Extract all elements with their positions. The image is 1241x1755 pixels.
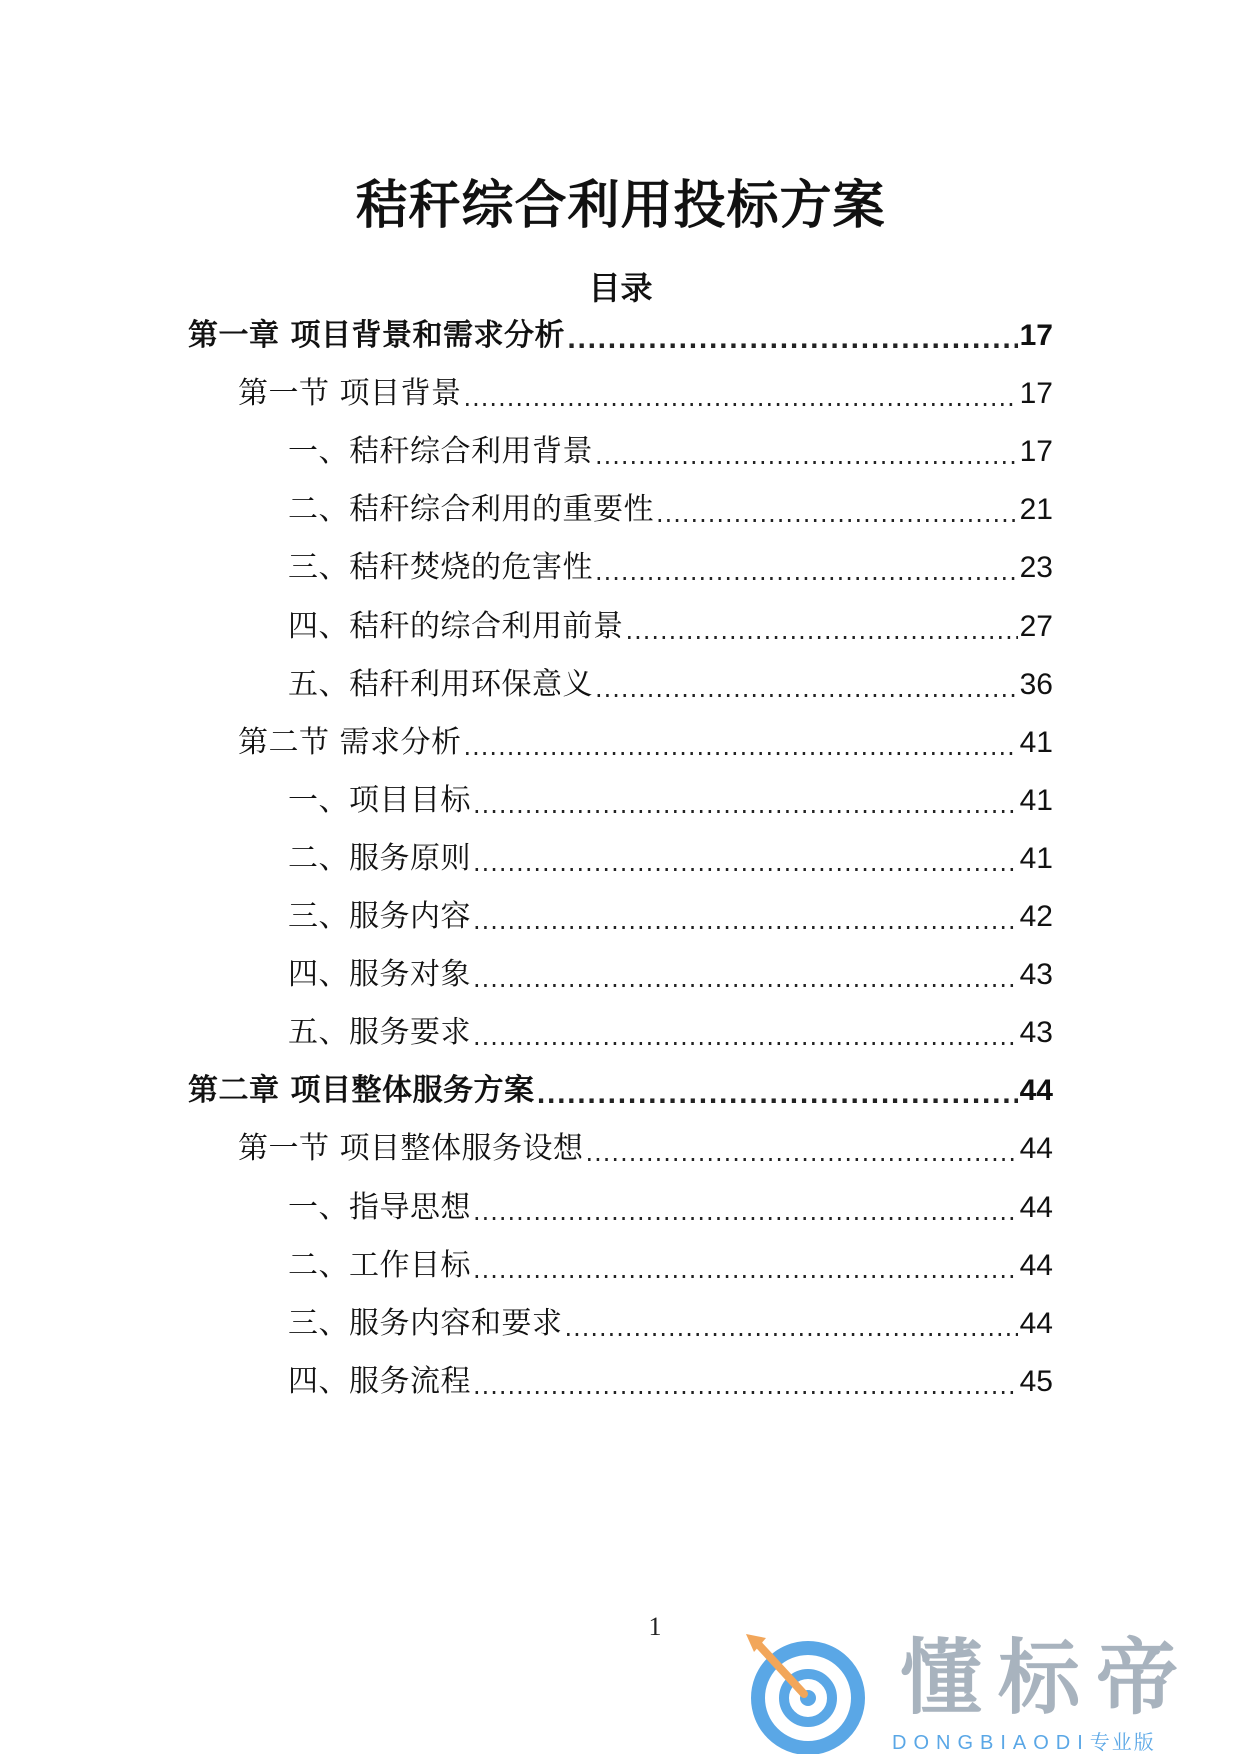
toc-entry-label: 四、服务对象 <box>288 957 471 993</box>
watermark-subtitle <box>892 1730 1156 1755</box>
toc-dot-leader <box>595 432 1018 472</box>
watermark <box>740 1630 1240 1754</box>
toc-entry-label: 五、服务要求 <box>288 1015 471 1051</box>
toc-heading: 目录 <box>588 269 653 307</box>
toc-dot-leader <box>464 723 1018 763</box>
watermark-brand-text: 懂标帝 <box>900 1631 1195 1726</box>
toc-entry-label: 二、工作目标 <box>288 1247 471 1283</box>
toc-entry-page: 44 <box>1019 1248 1053 1282</box>
toc-entry-page: 44 <box>1019 1306 1053 1340</box>
toc-entry-label: 第一节 项目整体服务设想 <box>238 1131 584 1167</box>
toc-item-entry[interactable] <box>288 1238 1053 1286</box>
toc-dot-leader <box>473 955 1018 995</box>
toc-item-entry[interactable] <box>288 482 1053 530</box>
toc-section-entry[interactable] <box>238 366 1053 414</box>
toc-entry-label: 一、项目目标 <box>288 782 471 818</box>
toc-item-entry[interactable] <box>288 1005 1053 1053</box>
toc-entry-label: 第二节 需求分析 <box>238 724 462 760</box>
toc-dot-leader <box>464 374 1018 414</box>
toc-dot-leader <box>656 490 1018 530</box>
toc-entry-page: 41 <box>1019 841 1053 875</box>
toc-entry-page: 43 <box>1019 1016 1053 1050</box>
toc-entry-label: 二、秸秆综合利用的重要性 <box>288 492 654 528</box>
target-logo-icon <box>740 1630 870 1754</box>
toc-entry-page: 17 <box>1019 319 1053 352</box>
toc-item-entry[interactable] <box>288 540 1053 588</box>
toc-entry-label: 第二章 项目整体服务方案 <box>188 1073 535 1109</box>
toc-item-entry[interactable] <box>288 1180 1053 1228</box>
toc-entry-label: 四、秸秆的综合利用前景 <box>288 608 624 644</box>
toc-item-entry[interactable] <box>288 657 1053 705</box>
toc-dot-leader <box>473 1188 1018 1228</box>
toc-dot-leader <box>473 1362 1018 1402</box>
toc-dot-leader <box>473 781 1018 821</box>
document-title: 秸秆综合利用投标方案 <box>355 176 886 236</box>
toc-item-entry[interactable] <box>288 889 1053 937</box>
toc-entry-page: 45 <box>1019 1364 1053 1398</box>
toc-entry-label: 三、服务内容 <box>288 899 471 934</box>
toc-chapter-entry[interactable] <box>188 1063 1053 1111</box>
toc-entry-page: 23 <box>1019 551 1053 585</box>
toc-entry-label: 第一章 项目背景和需求分析 <box>188 318 565 353</box>
toc-chapter-entry[interactable] <box>188 308 1053 356</box>
toc-entry-label: 一、秸秆综合利用背景 <box>288 434 593 470</box>
toc-entry-label: 四、服务流程 <box>288 1363 471 1399</box>
toc-entry-page: 41 <box>1019 725 1053 759</box>
toc-dot-leader <box>536 1071 1017 1111</box>
watermark-latin-text: DONGBIAODI <box>892 1732 1090 1754</box>
toc-entry-label: 二、服务原则 <box>288 840 471 876</box>
toc-entry-page: 17 <box>1019 435 1053 469</box>
page-number: 1 <box>648 1612 662 1641</box>
toc-entry-label: 三、秸秆焚烧的危害性 <box>288 550 593 586</box>
toc-section-entry[interactable] <box>238 1121 1053 1169</box>
toc-item-entry[interactable] <box>288 831 1053 879</box>
toc-entry-page: 42 <box>1019 900 1053 933</box>
toc-item-entry[interactable] <box>288 599 1053 647</box>
toc-entry-page: 27 <box>1019 609 1053 643</box>
toc-dot-leader <box>567 316 1018 356</box>
toc-dot-leader <box>473 1013 1018 1053</box>
toc-entry-label: 第一节 项目背景 <box>238 376 462 412</box>
toc-dot-leader <box>473 897 1018 937</box>
toc-entry-page: 44 <box>1019 1132 1053 1166</box>
toc-entry-label: 一、指导思想 <box>288 1189 471 1225</box>
toc-entry-label: 三、服务内容和要求 <box>288 1305 563 1341</box>
toc-item-entry[interactable] <box>288 773 1053 821</box>
toc-dot-leader <box>595 665 1018 705</box>
toc-entry-page: 36 <box>1019 667 1053 701</box>
toc-entry-page: 44 <box>1019 1074 1053 1108</box>
toc-item-entry[interactable] <box>288 1354 1053 1402</box>
toc-dot-leader <box>473 839 1018 879</box>
toc-item-entry[interactable] <box>288 1296 1053 1344</box>
toc-entry-label: 五、秸秆利用环保意义 <box>288 666 593 702</box>
toc-dot-leader <box>626 607 1018 647</box>
toc-entry-page: 17 <box>1019 377 1053 411</box>
toc-entry-page: 21 <box>1019 493 1053 527</box>
toc-dot-leader <box>586 1129 1018 1169</box>
toc-item-entry[interactable] <box>288 424 1053 472</box>
toc-dot-leader <box>595 548 1018 588</box>
toc-entry-page: 43 <box>1019 958 1053 992</box>
toc-item-entry[interactable] <box>288 947 1053 995</box>
toc-dot-leader <box>565 1304 1018 1344</box>
toc-dot-leader <box>473 1246 1018 1286</box>
toc-section-entry[interactable] <box>238 715 1053 763</box>
watermark-edition-text: 专业版 <box>1089 1730 1156 1754</box>
toc-entry-page: 44 <box>1019 1190 1053 1224</box>
toc-entry-page: 41 <box>1019 783 1053 817</box>
